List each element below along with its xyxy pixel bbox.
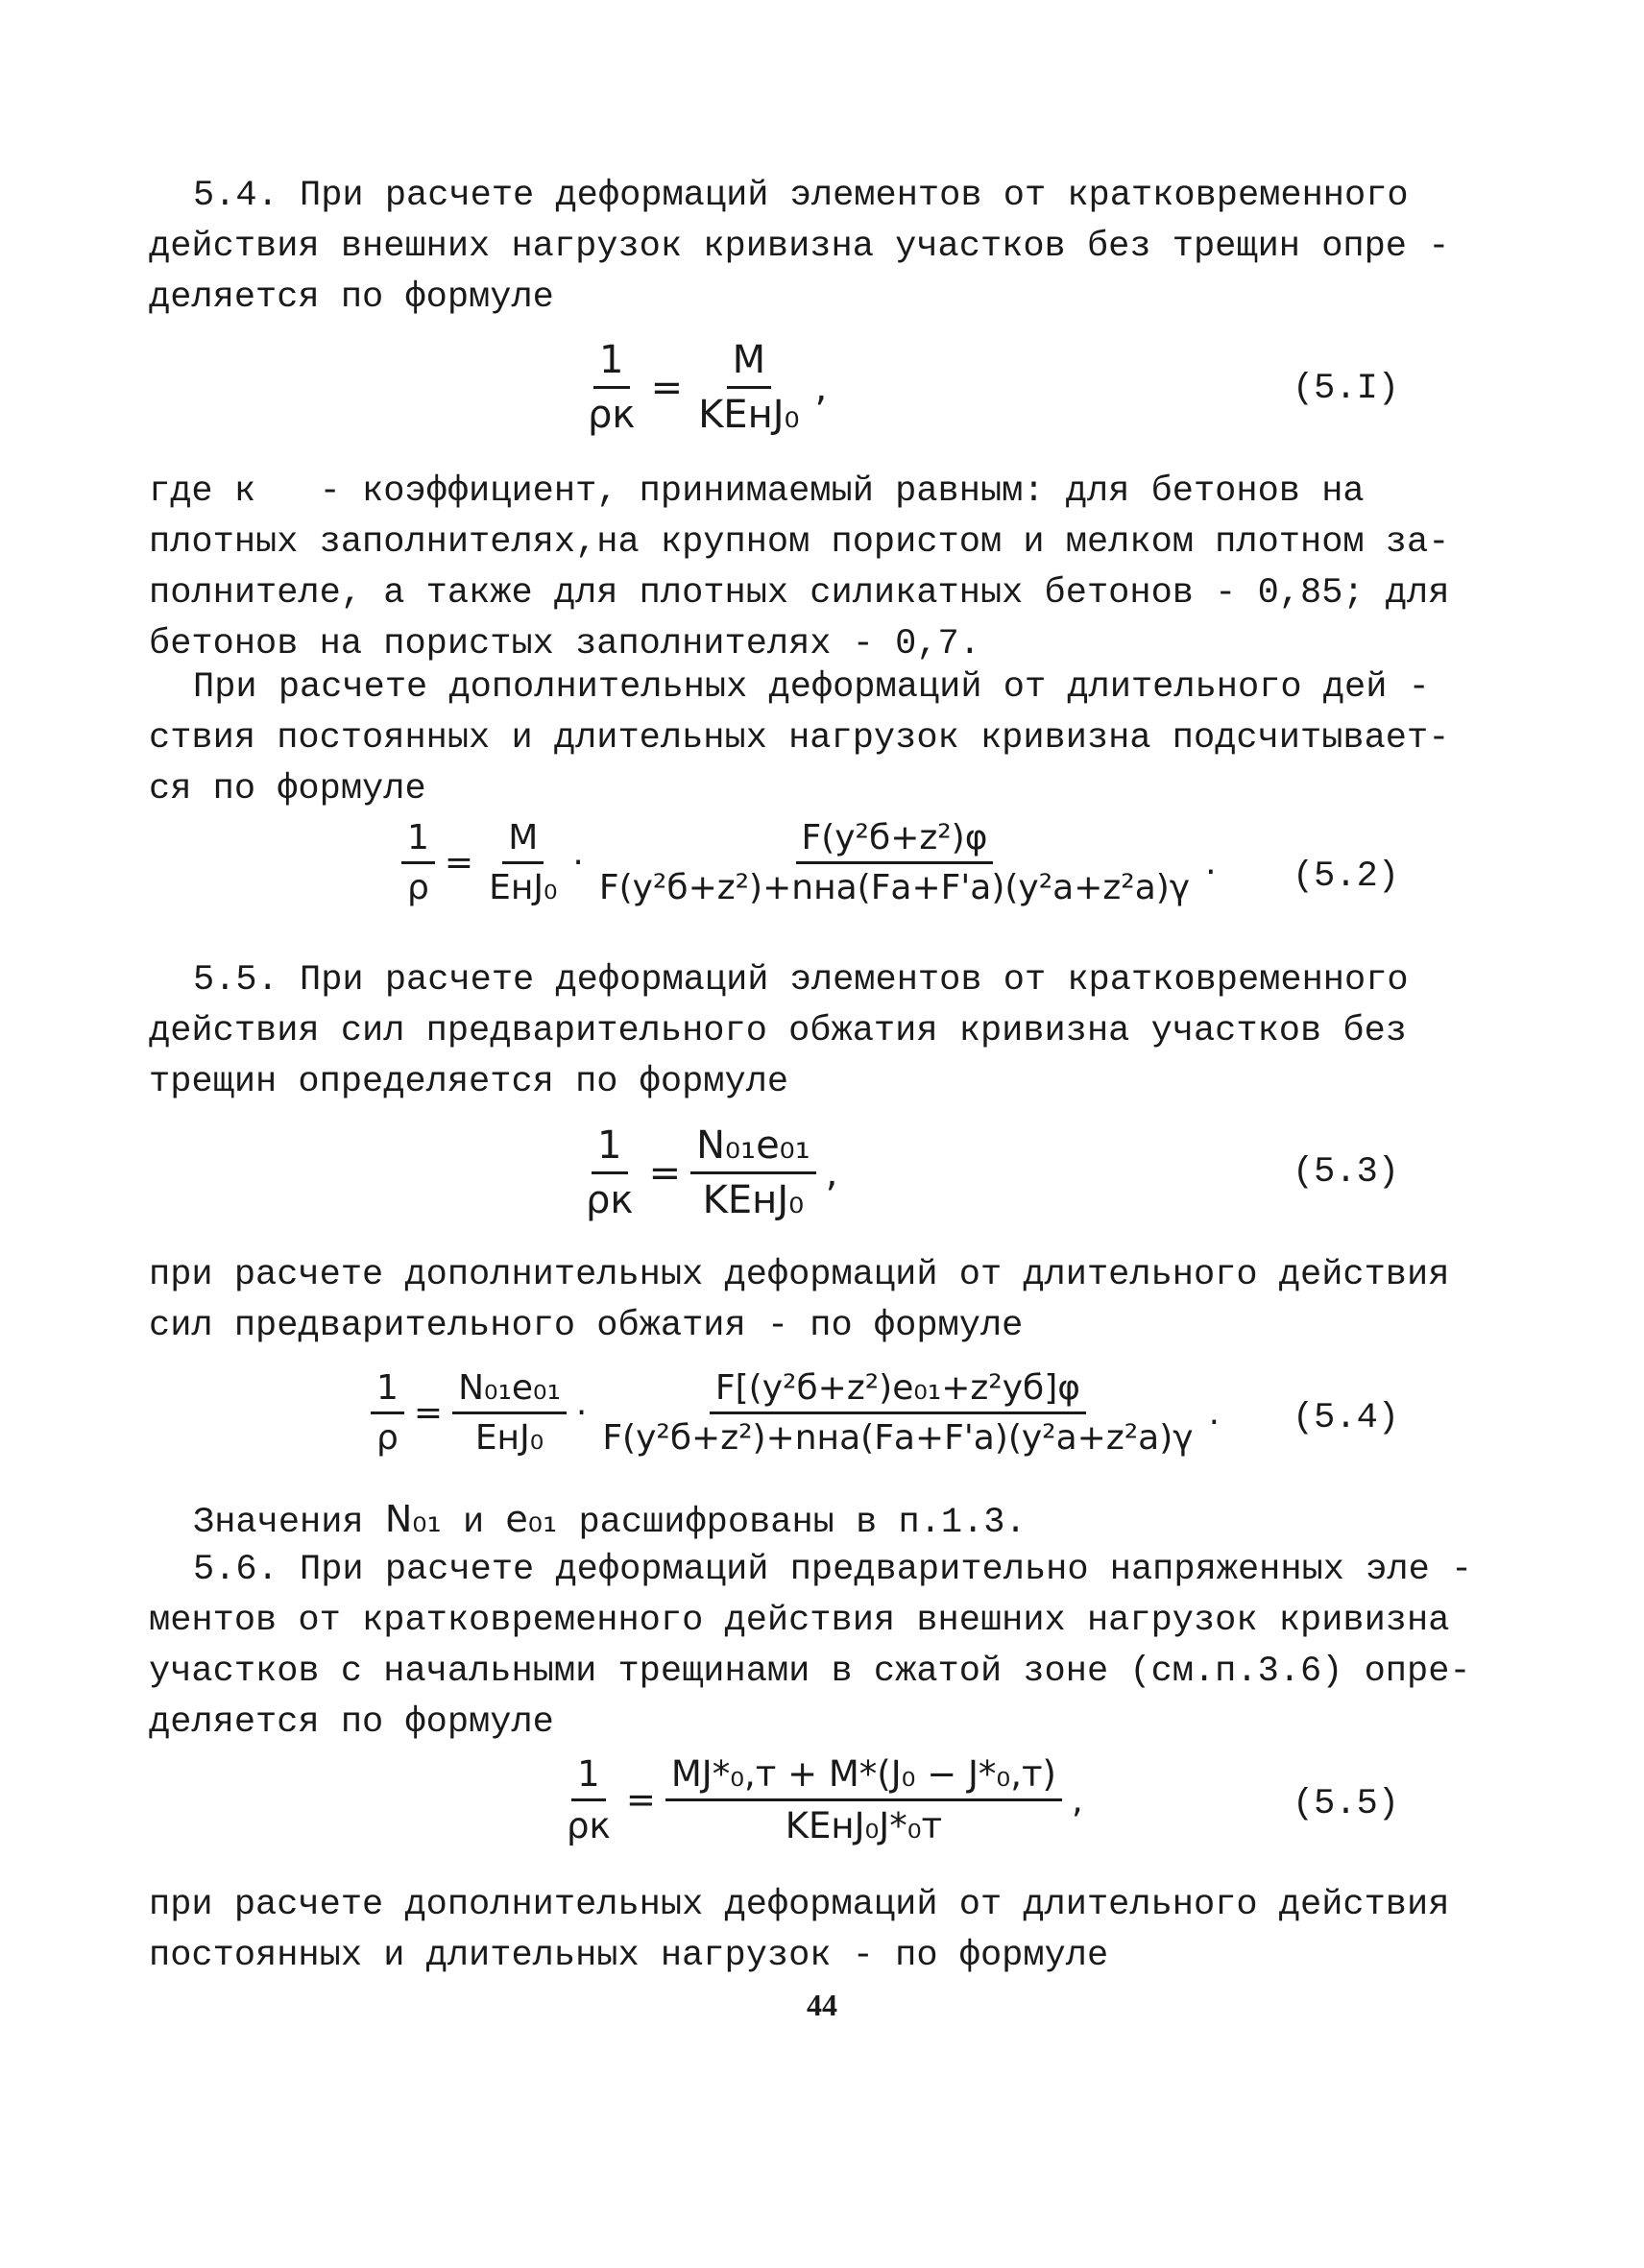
- lhs-denominator: ρ: [376, 1418, 399, 1458]
- text-line: бетонов на пористых заполнителях - 0,7.: [149, 624, 980, 664]
- text-line: ся по формуле: [149, 769, 426, 809]
- first-fraction: [483, 818, 563, 907]
- paragraph-long-loads: [149, 663, 1450, 815]
- second-numerator: F[(y²б+z²)e₀₁+z²yб]φ: [710, 1368, 1086, 1414]
- rhs-numerator: M: [727, 338, 772, 389]
- lhs-fraction: [371, 1368, 404, 1458]
- paragraph-5-4: [149, 171, 1450, 324]
- second-denominator: F(y²б+z²)+nна(Fа+F'а)(y²а+z²а)γ: [598, 868, 1191, 907]
- text-line: действия сил предварительного обжатия кривизна участков без: [149, 1011, 1408, 1051]
- rhs-denominator: KEнJ₀: [698, 393, 800, 437]
- equation-number-5-1: (5.I): [1292, 369, 1399, 409]
- punctuation: .: [1208, 1393, 1221, 1433]
- first-denominator: EнJ₀: [489, 868, 558, 907]
- equation-number-5-4: (5.4): [1292, 1398, 1399, 1438]
- lhs-fraction: [401, 818, 435, 907]
- multiply-dot: ·: [572, 843, 584, 882]
- text-line: участков с начальными трещинами в сжатой зоне (см.п.3.6) опре-: [149, 1652, 1471, 1692]
- text-run: Значения: [193, 1503, 385, 1543]
- paragraph-long-prestress: [149, 1250, 1450, 1352]
- lhs-numerator: 1: [593, 338, 629, 389]
- lhs-fraction: [582, 338, 641, 437]
- rhs-fraction: [665, 1753, 1062, 1846]
- multiply-dot: ·: [575, 1393, 588, 1433]
- text-line: ментов от кратковременного действия внешних нагрузок кривизна: [149, 1601, 1450, 1641]
- rhs-numerator: MJ*₀,т + M*(J₀ − J*₀,т): [665, 1753, 1062, 1801]
- text-line: 5.6. При расчете деформаций предварительно напряженных эле -: [193, 1550, 1473, 1590]
- lhs-numerator: 1: [592, 1123, 627, 1174]
- second-denominator: F(y²б+z²)+nна(Fа+F'а)(y²а+z²а)γ: [602, 1418, 1194, 1458]
- equation-number-5-5: (5.5): [1292, 1784, 1399, 1824]
- equals-sign: =: [413, 1393, 444, 1433]
- equals-sign: =: [650, 365, 684, 410]
- lhs-numerator: 1: [571, 1753, 606, 1801]
- punctuation: ,: [1072, 1779, 1083, 1821]
- text-line: при расчете дополнительных деформаций от длительного действия: [149, 1885, 1450, 1925]
- text-line: ствия постоянных и длительных нагрузок кривизна подсчитывает-: [149, 718, 1450, 759]
- lhs-denominator: ρк: [588, 393, 636, 437]
- text-line: [149, 1494, 1397, 1549]
- lhs-numerator: 1: [371, 1368, 404, 1414]
- equation-number-5-2: (5.2): [1292, 857, 1399, 897]
- text-line: полнителе, а также для плотных силикатных бетонов - 0,85; для: [149, 573, 1450, 614]
- equals-sign: =: [444, 843, 474, 882]
- formula-5-4: [365, 1368, 1223, 1458]
- paragraph-long-loads-final: [149, 1880, 1450, 1982]
- text-line: трещин определяется по формуле: [149, 1062, 789, 1102]
- text-run: расшифрованы в п.1.3.: [557, 1503, 1027, 1543]
- first-numerator: M: [502, 818, 544, 864]
- first-fraction: [452, 1368, 567, 1458]
- equation-number-5-3: (5.3): [1292, 1152, 1399, 1193]
- lhs-fraction: [580, 1123, 640, 1222]
- rhs-denominator: KEнJ₀J*₀т: [785, 1805, 943, 1846]
- punctuation: .: [1205, 843, 1217, 882]
- text-line: деляется по формуле: [149, 277, 554, 318]
- equals-sign: =: [625, 1779, 656, 1821]
- rhs-denominator: KEнJ₀: [702, 1178, 805, 1222]
- lhs-fraction: [561, 1753, 616, 1846]
- symbol-n01: N₀₁: [384, 1498, 442, 1540]
- rhs-fraction: [692, 338, 806, 437]
- second-fraction: [596, 1368, 1198, 1458]
- page-number: 44: [807, 1988, 837, 2022]
- text-line: плотных заполнителях,на крупном пористом и мелком плотном за-: [149, 522, 1450, 563]
- second-fraction: [593, 818, 1196, 907]
- rhs-numerator: N₀₁e₀₁: [690, 1123, 816, 1174]
- text-line: 5.4. При расчете деформаций элементов от кратковременного: [193, 176, 1409, 216]
- text-line: где к - коэффициент, принимаемый равным: для бетонов на: [149, 471, 1365, 512]
- first-denominator: EнJ₀: [474, 1418, 544, 1458]
- text-line: постоянных и длительных нагрузок - по формуле: [149, 1936, 1109, 1976]
- equals-sign: =: [648, 1150, 682, 1195]
- second-numerator: F(y²б+z²)φ: [796, 818, 994, 864]
- symbol-e01: e₀₁: [505, 1498, 558, 1540]
- formula-5-5: [555, 1753, 1087, 1846]
- lhs-denominator: ρк: [586, 1178, 634, 1222]
- text-line: При расчете дополнительных деформаций от длительного дей -: [193, 667, 1430, 708]
- paragraph-5-5: [149, 955, 1409, 1108]
- first-numerator: N₀₁e₀₁: [452, 1368, 567, 1414]
- text-line: действия внешних нагрузок кривизна участков без трещин опре -: [149, 227, 1450, 267]
- paragraph-coefficient-k: [149, 467, 1450, 670]
- lhs-denominator: ρ: [407, 868, 429, 907]
- formula-5-3: [574, 1123, 841, 1222]
- paragraph-5-6: [149, 1545, 1473, 1749]
- text-line: 5.5. При расчете деформаций элементов от кратковременного: [193, 960, 1409, 1001]
- punctuation: ,: [814, 365, 828, 410]
- lhs-denominator: ρк: [567, 1805, 611, 1846]
- text-run: и: [441, 1503, 506, 1543]
- text-line: деляется по формуле: [149, 1702, 554, 1743]
- rhs-fraction: [690, 1123, 816, 1222]
- punctuation: ,: [825, 1150, 838, 1195]
- formula-5-2: [396, 818, 1221, 907]
- text-line: при расчете дополнительных деформаций от длительного действия: [149, 1255, 1450, 1295]
- lhs-numerator: 1: [401, 818, 435, 864]
- paragraph-values: [149, 1494, 1397, 1549]
- formula-5-1: [576, 338, 831, 437]
- text-line: сил предварительного обжатия - по формуле: [149, 1306, 1024, 1346]
